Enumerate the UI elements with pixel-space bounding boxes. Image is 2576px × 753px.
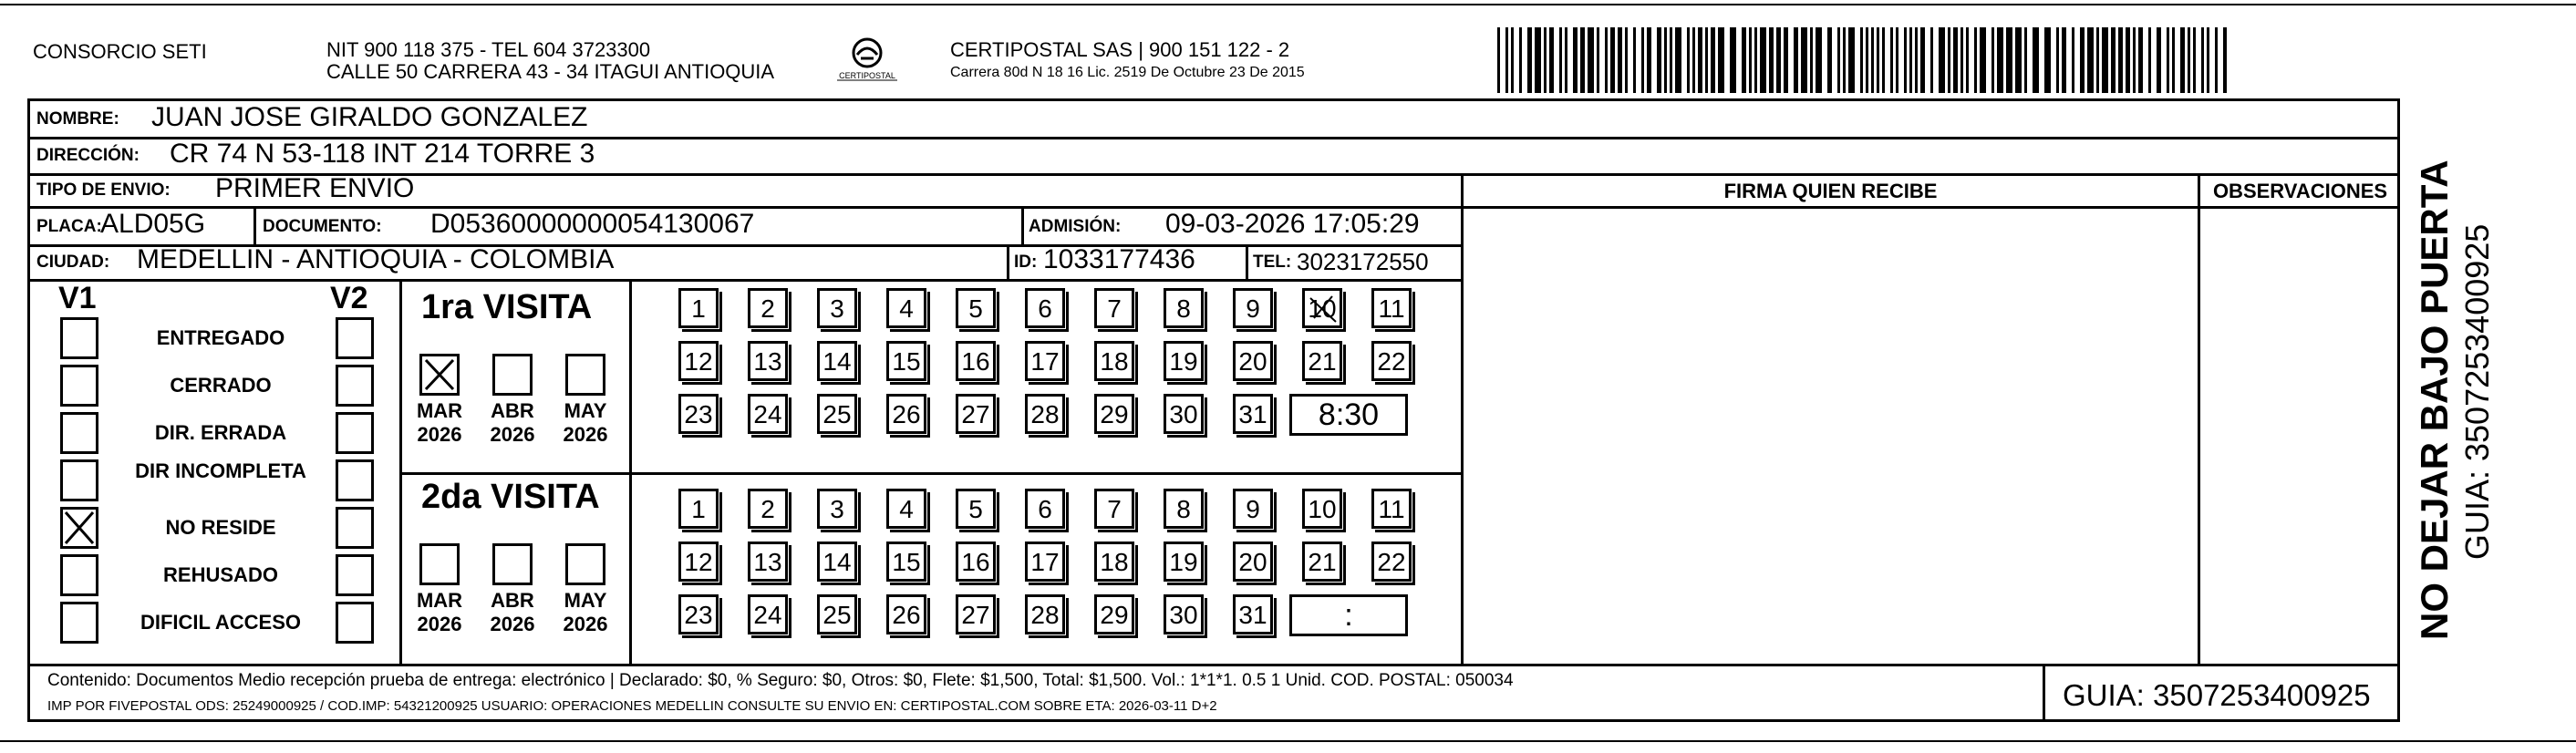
day-number: 19 <box>1169 548 1198 576</box>
admision-value: 09-03-2026 17:05:29 <box>1165 209 1420 239</box>
day-number: 6 <box>1038 294 1052 323</box>
second-day-box[interactable] <box>678 489 719 529</box>
day-number: 2 <box>760 495 775 523</box>
second-day-box[interactable] <box>1094 489 1134 529</box>
second-day-box[interactable] <box>1025 542 1065 582</box>
day-number: 26 <box>892 601 921 629</box>
nombre-value: JUAN JOSE GIRALDO GONZALEZ <box>151 102 588 132</box>
day-number: 9 <box>1246 495 1260 523</box>
month-name: MAY <box>564 589 607 612</box>
footer-guia: GUIA: 3507253400925 <box>2063 678 2371 712</box>
day-number: 6 <box>1038 495 1052 523</box>
second-month-checkbox[interactable] <box>419 543 460 585</box>
direccion-label: DIRECCIÓN: <box>36 146 140 165</box>
first-time-box[interactable] <box>1289 394 1408 436</box>
second-month-label <box>410 589 469 636</box>
second-day-box[interactable] <box>1025 489 1065 529</box>
footer-guia-divider <box>2043 664 2045 722</box>
second-time-box[interactable] <box>1289 594 1408 636</box>
side-guia: GUIA: 3507253400925 <box>2458 223 2496 560</box>
admision-label: ADMISIÓN: <box>1029 217 1122 236</box>
first-day-box[interactable] <box>1164 288 1204 328</box>
day-number: 12 <box>684 548 713 576</box>
bottom-edge-line <box>0 740 2576 742</box>
id-value: 1033177436 <box>1043 244 1195 274</box>
tipo-value: PRIMER ENVIO <box>215 173 415 203</box>
nombre-label: NOMBRE: <box>36 109 119 129</box>
month-year: 2026 <box>417 613 462 635</box>
day-number: 14 <box>822 548 852 576</box>
day-number: 10 <box>1308 294 1337 323</box>
second-month-checkbox[interactable] <box>492 543 533 585</box>
status-label: ENTREGADO <box>156 326 285 349</box>
second-day-box[interactable] <box>1371 542 1412 582</box>
first-month-label <box>410 399 469 447</box>
day-number: 15 <box>892 347 921 376</box>
first-day-box[interactable] <box>1371 288 1412 328</box>
day-number: 17 <box>1030 347 1060 376</box>
first-day-box[interactable] <box>886 288 926 328</box>
day-number: 3 <box>830 294 844 323</box>
second-day-box[interactable] <box>748 594 788 634</box>
first-month-label <box>556 399 615 447</box>
first-day-box[interactable] <box>678 394 719 434</box>
month-name: ABR <box>491 589 534 612</box>
firma-divider <box>1461 173 1464 665</box>
day-number: 23 <box>684 601 713 629</box>
v2-checkbox[interactable] <box>336 554 374 596</box>
status-label: CERRADO <box>170 374 272 397</box>
second-month-checkbox[interactable] <box>565 543 605 585</box>
day-number: 28 <box>1030 400 1060 428</box>
day-number: 23 <box>684 400 713 428</box>
day-number: 7 <box>1107 294 1122 323</box>
day-number: 20 <box>1238 548 1267 576</box>
certipostal-address: Carrera 80d N 18 16 Lic. 2519 De Octubre 23 De 2015 <box>950 65 1305 80</box>
id-label: ID: <box>1014 253 1038 272</box>
second-day-box[interactable] <box>1371 489 1412 529</box>
day-number: 5 <box>968 294 983 323</box>
day-number: 16 <box>961 347 990 376</box>
second-day-box[interactable] <box>817 542 857 582</box>
status-label: REHUSADO <box>163 563 278 586</box>
placa-divider <box>253 206 256 244</box>
day-number: 22 <box>1377 548 1406 576</box>
month-year: 2026 <box>563 423 608 446</box>
second-day-box[interactable] <box>1302 489 1342 529</box>
day-number: 18 <box>1100 548 1129 576</box>
v2-title: V2 <box>330 281 368 315</box>
footer-content-line: Contenido: Documentos Medio recepción prueba de entrega: electrónico | Declarado: $0, % Seguro: $0, Otros: $0, Flete: $1,500, Total: $1,500. Vol.: 1*1*1. 0.5 1 Unid. COD. POSTAL: 050034 <box>47 671 1514 690</box>
first-day-box[interactable] <box>678 341 719 381</box>
v1-title: V1 <box>58 281 97 315</box>
day-number: 29 <box>1100 601 1129 629</box>
day-number: 27 <box>961 601 990 629</box>
second-day-box[interactable] <box>817 489 857 529</box>
first-day-box[interactable] <box>886 394 926 434</box>
first-day-box[interactable] <box>1233 394 1273 434</box>
day-number: 10 <box>1308 495 1337 523</box>
tipo-label: TIPO DE ENVIO: <box>36 181 171 200</box>
second-day-box[interactable] <box>1094 542 1134 582</box>
day-number: 30 <box>1169 400 1198 428</box>
first-day-box[interactable] <box>1164 341 1204 381</box>
ciudad-value: MEDELLIN - ANTIOQUIA - COLOMBIA <box>137 244 615 274</box>
second-day-box[interactable] <box>956 542 996 582</box>
first-day-box[interactable] <box>817 288 857 328</box>
footer-print-line: IMP POR FIVEPOSTAL ODS: 25249000925 / COD.IMP: 54321200925 USUARIO: OPERACIONES MEDELLIN CONSULTE SU ENVIO EN: CERTIPOSTAL.COM SOBRE ETA: 2026-03-11 D+2 <box>47 698 1217 714</box>
day-number: 8 <box>1176 294 1191 323</box>
day-number: 19 <box>1169 347 1198 376</box>
v2-checkbox[interactable] <box>336 317 374 359</box>
address-line: CALLE 50 CARRERA 43 - 34 ITAGUI ANTIOQUIA <box>326 60 775 83</box>
day-number: 1 <box>691 495 706 523</box>
first-day-box[interactable] <box>886 341 926 381</box>
day-number: 25 <box>822 601 852 629</box>
logo-text: CERTIPOSTAL <box>839 71 895 80</box>
second-day-box[interactable] <box>886 489 926 529</box>
second-day-box[interactable] <box>1302 542 1342 582</box>
tel-value: 3023172550 <box>1297 248 1429 275</box>
first-day-box[interactable] <box>956 341 996 381</box>
placa-label: PLACA: <box>36 217 102 236</box>
company-name: CONSORCIO SETI <box>33 40 207 63</box>
day-number: 24 <box>753 400 782 428</box>
second-visit-title: 2da VISITA <box>421 478 600 516</box>
first-day-box[interactable] <box>678 288 719 328</box>
v2-checkbox[interactable] <box>336 412 374 454</box>
second-day-box[interactable] <box>886 542 926 582</box>
day-number: 8 <box>1176 495 1191 523</box>
second-month-label <box>483 589 542 636</box>
first-day-box[interactable] <box>748 341 788 381</box>
day-number: 2 <box>760 294 775 323</box>
placa-value: ALD05G <box>100 209 206 239</box>
day-number: 5 <box>968 495 983 523</box>
first-day-box[interactable] <box>1233 341 1273 381</box>
first-day-box[interactable] <box>748 288 788 328</box>
day-number: 22 <box>1377 347 1406 376</box>
day-number: 15 <box>892 548 921 576</box>
day-number: 30 <box>1169 601 1198 629</box>
month-year: 2026 <box>417 423 462 446</box>
second-day-box[interactable] <box>748 489 788 529</box>
day-number: 12 <box>684 347 713 376</box>
first-month-checkbox[interactable] <box>492 354 533 396</box>
month-name: MAY <box>564 399 607 422</box>
first-day-box[interactable] <box>1164 394 1204 434</box>
month-name: ABR <box>491 399 534 422</box>
first-day-box[interactable] <box>1302 288 1342 328</box>
v2-checkbox[interactable] <box>336 602 374 644</box>
documento-value: D05360000000054130067 <box>430 209 755 239</box>
first-month-label <box>483 399 542 447</box>
id-divider <box>1007 244 1009 279</box>
side-notice: NO DEJAR BAJO PUERTA <box>2413 160 2456 640</box>
first-day-box[interactable] <box>817 394 857 434</box>
month-year: 2026 <box>490 613 535 635</box>
second-day-box[interactable] <box>1164 594 1204 634</box>
status-label: DIFICIL ACCESO <box>140 611 301 634</box>
ciudad-label: CIUDAD: <box>36 253 110 272</box>
day-number: 16 <box>961 548 990 576</box>
second-day-box[interactable] <box>886 594 926 634</box>
day-number: 24 <box>753 601 782 629</box>
day-number: 11 <box>1378 495 1405 523</box>
first-day-box[interactable] <box>817 341 857 381</box>
first-day-box[interactable] <box>748 394 788 434</box>
visit-split-line <box>399 472 1461 475</box>
day-number: 26 <box>892 400 921 428</box>
day-number: 18 <box>1100 347 1129 376</box>
month-year: 2026 <box>490 423 535 446</box>
first-day-box[interactable] <box>1094 288 1134 328</box>
second-day-box[interactable] <box>678 542 719 582</box>
time-value: : <box>1344 598 1353 633</box>
admision-divider <box>1021 206 1024 244</box>
nit-line: NIT 900 118 375 - TEL 604 3723300 <box>326 38 651 61</box>
first-visit-title: 1ra VISITA <box>421 288 593 326</box>
status-label: DIR INCOMPLETA <box>135 459 306 482</box>
first-month-checkbox[interactable] <box>565 354 605 396</box>
day-number: 29 <box>1100 400 1129 428</box>
day-number: 21 <box>1308 347 1337 376</box>
day-number: 25 <box>822 400 852 428</box>
first-month-checkbox[interactable] <box>419 354 460 396</box>
day-number: 28 <box>1030 601 1060 629</box>
day-number: 27 <box>961 400 990 428</box>
second-day-box[interactable] <box>1164 542 1204 582</box>
day-number: 20 <box>1238 347 1267 376</box>
day-number: 11 <box>1378 294 1405 323</box>
second-day-box[interactable] <box>956 489 996 529</box>
day-number: 21 <box>1308 548 1337 576</box>
day-number: 13 <box>753 548 782 576</box>
v2-checkbox[interactable] <box>336 365 374 407</box>
time-value: 8:30 <box>1318 397 1380 432</box>
second-day-box[interactable] <box>748 542 788 582</box>
firma-header: FIRMA QUIEN RECIBE <box>1723 180 1938 202</box>
second-day-box[interactable] <box>1233 489 1273 529</box>
check-mark-icon <box>422 356 457 393</box>
day-number: 9 <box>1246 294 1260 323</box>
day-number: 3 <box>830 495 844 523</box>
month-name: MAR <box>416 399 463 422</box>
direccion-value: CR 74 N 53-118 INT 214 TORRE 3 <box>170 139 595 169</box>
certipostal-line: CERTIPOSTAL SAS | 900 151 122 - 2 <box>950 38 1290 61</box>
day-number: 31 <box>1238 601 1267 629</box>
second-day-box[interactable] <box>1094 594 1134 634</box>
second-day-box[interactable] <box>1025 594 1065 634</box>
first-day-box[interactable] <box>1025 341 1065 381</box>
first-day-box[interactable] <box>956 288 996 328</box>
tel-label: TEL: <box>1253 253 1292 272</box>
second-day-box[interactable] <box>1233 594 1273 634</box>
day-number: 17 <box>1030 548 1060 576</box>
first-day-box[interactable] <box>1371 341 1412 381</box>
second-day-box[interactable] <box>956 594 996 634</box>
obs-divider <box>2198 173 2200 665</box>
barcode <box>1497 27 2227 93</box>
second-day-box[interactable] <box>1233 542 1273 582</box>
day-number: 13 <box>753 347 782 376</box>
month-divider <box>629 279 632 664</box>
first-day-box[interactable] <box>956 394 996 434</box>
day-number: 1 <box>691 294 706 323</box>
top-edge-line <box>0 4 2576 5</box>
day-number: 14 <box>822 347 852 376</box>
v2-checkbox[interactable] <box>336 459 374 501</box>
month-name: MAR <box>416 589 463 612</box>
first-day-box[interactable] <box>1094 394 1134 434</box>
row-line-5 <box>27 279 1464 282</box>
status-label: NO RESIDE <box>165 516 276 539</box>
first-day-box[interactable] <box>1233 288 1273 328</box>
v2-checkbox[interactable] <box>336 507 374 549</box>
observaciones-header: OBSERVACIONES <box>2212 180 2388 202</box>
first-day-box[interactable] <box>1094 341 1134 381</box>
second-month-label <box>556 589 615 636</box>
day-number: 31 <box>1238 400 1267 428</box>
second-day-box[interactable] <box>678 594 719 634</box>
status-label: DIR. ERRADA <box>154 421 287 444</box>
first-day-box[interactable] <box>1025 288 1065 328</box>
second-day-box[interactable] <box>1164 489 1204 529</box>
certipostal-logo <box>832 35 903 89</box>
month-year: 2026 <box>563 613 608 635</box>
documento-label: DOCUMENTO: <box>263 217 382 236</box>
first-day-box[interactable] <box>1025 394 1065 434</box>
first-day-box[interactable] <box>1302 341 1342 381</box>
day-number: 7 <box>1107 495 1122 523</box>
day-number: 4 <box>899 294 914 323</box>
second-day-box[interactable] <box>817 594 857 634</box>
visit-left-border <box>399 279 402 664</box>
tel-divider <box>1246 244 1248 279</box>
day-number: 4 <box>899 495 914 523</box>
day-mark-icon <box>1305 291 1341 337</box>
